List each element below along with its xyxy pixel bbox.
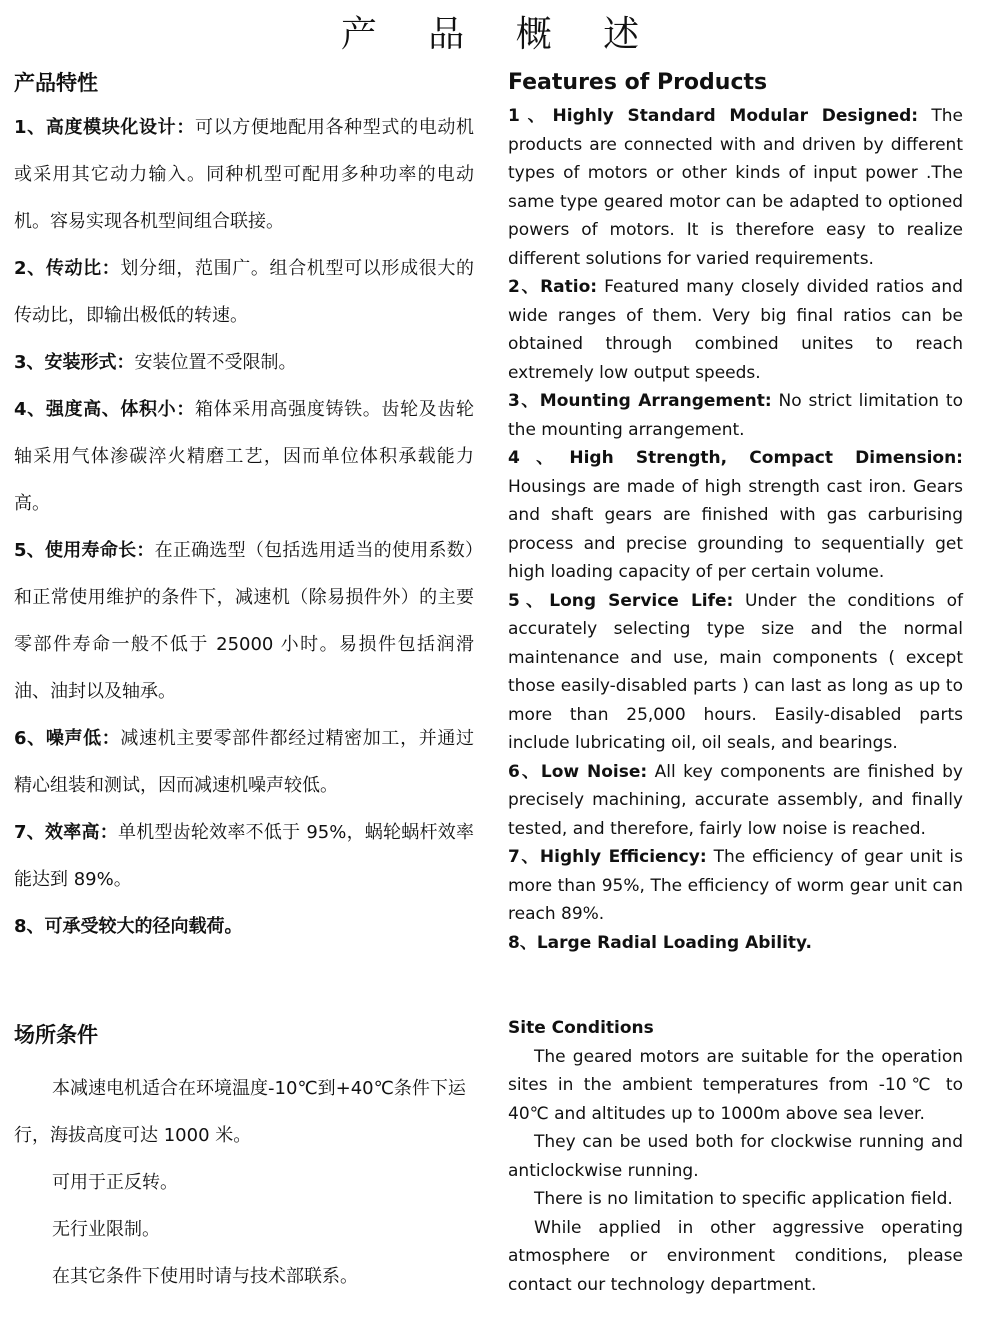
en-site-p2: They can be used both for clockwise running and anticlockwise running.: [508, 1132, 963, 1181]
en-site-p4: While applied in other aggressive operating atmosphere or environment conditions, please contact our technology department.: [508, 1217, 963, 1295]
cn-site-section: [14, 1012, 474, 1300]
en-feature-8: [508, 929, 963, 958]
cn-feature-label: 3、安装形式：: [14, 352, 135, 373]
en-feature-label: High Strength, Compact Dimension:: [569, 448, 963, 468]
cn-feature-6: [14, 715, 474, 809]
cn-feature-text: 箱体采用高强度铸铁。齿轮及齿轮轴采用气体渗碳淬火精磨工艺，因而单位体积承载能力高。: [14, 399, 475, 514]
en-feature-label: Long Service Life:: [549, 590, 734, 611]
cn-feature-text: 可以方便地配用各种型式的电动机或采用其它动力输入。同种机型可配用多种功率的电动机。容易实现各机型间组合联接。: [14, 117, 475, 232]
en-feature-label: Highly Efficiency:: [539, 847, 707, 867]
en-feature-text: No strict limitation to the mounting arrangement.: [508, 391, 963, 440]
en-feature-text: Featured many closely divided ratios and wide ranges of them. Very big final ratios can be obtained through combined unites to reach extremely low output speeds.: [508, 277, 963, 383]
cn-feature-label: 7、效率高：: [14, 822, 118, 843]
cn-feature-label: 1、高度模块化设计：: [14, 117, 195, 138]
en-feature-num: 3、: [508, 391, 540, 411]
cn-feature-2: [14, 245, 474, 339]
cn-feature-text: 安装位置不受限制。: [134, 352, 297, 373]
en-features-heading: Features of Products: [508, 70, 768, 95]
en-feature-num: 8、: [508, 932, 537, 953]
en-site-heading: Site Conditions: [508, 1018, 654, 1038]
cn-feature-8: [14, 903, 474, 950]
cn-feature-7: [14, 809, 474, 903]
cn-feature-text: 划分细，范围广。组合机型可以形成很大的传动比，即输出极低的转速。: [14, 258, 475, 326]
en-feature-3: [508, 387, 963, 444]
cn-feature-text: 在正确选型（包括选用适当的使用系数）和正常使用维护的条件下，减速机（除易损件外）的主要零部件寿命一般不低于 25000 小时。易损件包括润滑油、油封以及轴承。: [14, 540, 474, 702]
en-features-section: [508, 66, 963, 957]
cn-feature-label: 5、使用寿命长：: [14, 540, 155, 561]
en-feature-label: Low Noise:: [540, 761, 648, 782]
en-feature-7: [508, 843, 963, 929]
en-feature-4: [508, 444, 963, 587]
en-feature-num: 1、: [508, 106, 553, 126]
en-site-p3: There is no limitation to specific application field.: [534, 1189, 953, 1209]
cn-site-p1: 本减速电机适合在环境温度-10℃到+40℃条件下运行，海拔高度可达 1000 米。: [14, 1078, 466, 1146]
cn-feature-4: [14, 386, 474, 527]
en-feature-num: 7、: [508, 847, 540, 867]
cn-feature-label: 4、强度高、体积小：: [14, 399, 195, 420]
cn-feature-label: 2、传动比：: [14, 258, 121, 279]
en-feature-label: Ratio:: [540, 277, 598, 297]
en-feature-text: All key components are finished by precisely machining, accurate assembly, and finally tested, and therefore, fairly low noise is reached.: [508, 761, 963, 839]
cn-site-heading: 场所条件: [14, 1023, 98, 1047]
en-feature-num: 6、: [508, 761, 541, 782]
cn-feature-text: 减速机主要零部件都经过精密加工，并通过精心组装和测试，因而减速机噪声较低。: [14, 728, 475, 796]
cn-feature-5: [14, 527, 474, 715]
en-feature-num: 5、: [508, 590, 550, 611]
cn-feature-3: [14, 339, 474, 386]
en-feature-num: 4、: [508, 448, 570, 468]
cn-feature-label: 8、可承受较大的径向载荷。: [14, 916, 243, 937]
en-feature-label: Mounting Arrangement:: [539, 391, 772, 411]
en-feature-6: [508, 758, 963, 844]
cn-site-p3: 无行业限制。: [52, 1219, 160, 1240]
en-feature-text: The efficiency of gear unit is more than 95%, The efficiency of worm gear unit can reach 89%.: [508, 847, 963, 924]
cn-features-heading: 产品特性: [14, 71, 98, 95]
cn-feature-text: 单机型齿轮效率不低于 95%，蜗轮蜗杆效率能达到 89%。: [14, 822, 474, 890]
cn-features-section: [14, 66, 474, 950]
en-feature-2: [508, 273, 963, 387]
en-feature-label: Large Radial Loading Ability.: [536, 932, 813, 953]
cn-site-p2: 可用于正反转。: [52, 1172, 178, 1193]
en-site-section: [508, 1014, 963, 1299]
cn-feature-1: [14, 104, 474, 245]
en-feature-text: Housings are made of high strength cast iron. Gears and shaft gears are finished with gas carburising process and precise grounding to sequentially get high loading capacity of per certain volume.: [508, 476, 963, 582]
page-title: 产 品 概 述: [340, 14, 660, 55]
en-feature-num: 2、: [508, 277, 541, 297]
en-site-p1: The geared motors are suitable for the operation sites in the ambient temperatures from -10℃ to 40℃ and altitudes up to 1000m above sea lever.: [508, 1046, 963, 1124]
cn-feature-label: 6、噪声低：: [14, 728, 121, 749]
en-feature-text: Under the conditions of accurately selecting type size and the normal maintenance and use, main components ( except those easily-disabled parts ) can last as long as up to more than 25,000 hours. Easily-disabled parts include lubricating oil, oil seals, and bearings.: [508, 590, 963, 753]
en-feature-text: The products are connected with and driven by different types of motors or other kinds of input power .The same type geared motor can be adapted to optioned powers of motors. It is therefore easy to realize different solutions for varied requirements.: [508, 106, 963, 269]
cn-site-p4: 在其它条件下使用时请与技术部联系。: [52, 1266, 358, 1287]
en-feature-label: Highly Standard Modular Designed:: [552, 106, 919, 126]
en-feature-1: [508, 102, 963, 273]
en-feature-5: [508, 587, 963, 758]
